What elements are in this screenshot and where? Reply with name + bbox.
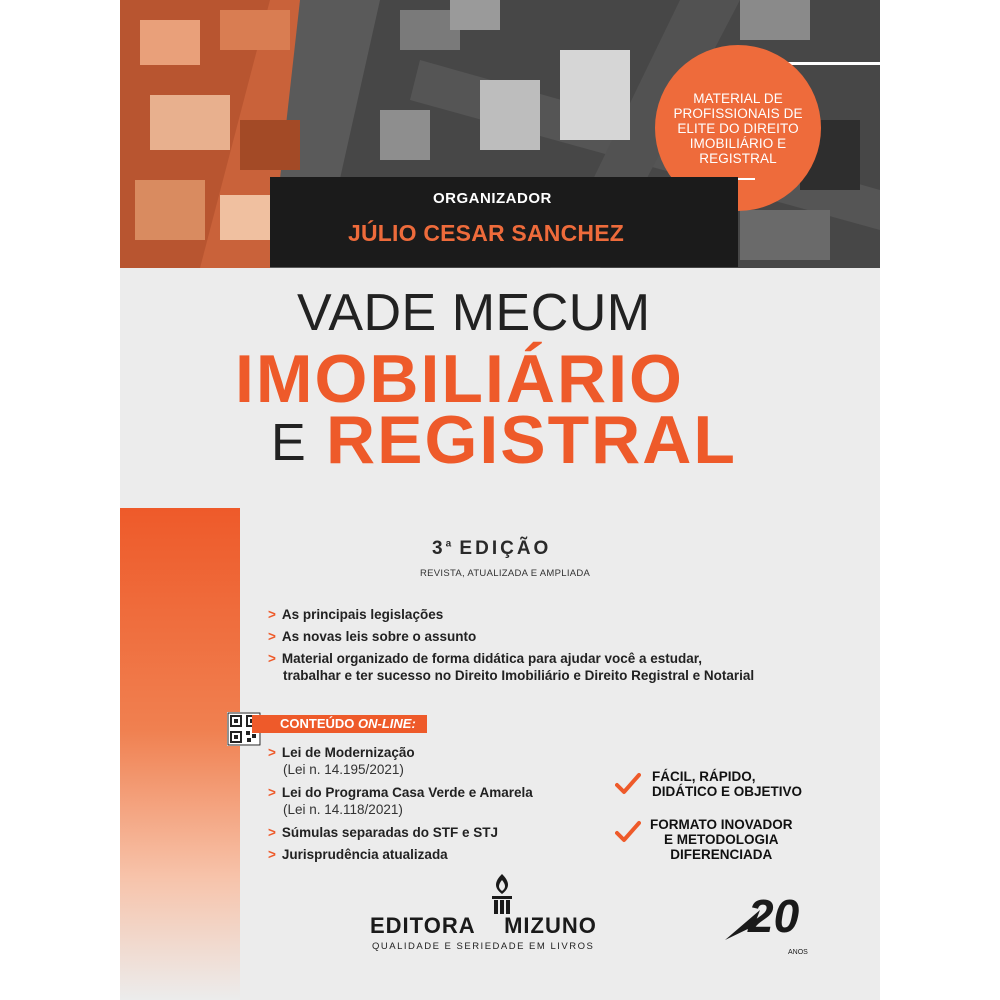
organizer-label: ORGANIZADOR: [433, 190, 552, 207]
list-item: > Material organizado de forma didática para ajudar você a estudar, trabalhar e ter sucesso no Direito Imobiliário e Direito Registral e Notarial: [268, 651, 755, 683]
list-item: > Súmulas separadas do STF e STJ: [268, 825, 498, 840]
checkmark-icon: [615, 772, 641, 796]
highlight-2: FORMATO INOVADOR E METODOLOGIA DIFERENCIADA: [650, 817, 793, 862]
chevron-right-icon: >: [268, 629, 276, 644]
list-item: > Lei de Modernização (Lei n. 14.195/2021): [268, 745, 415, 777]
edition-subtitle: REVISTA, ATUALIZADA E AMPLIADA: [420, 568, 591, 579]
anniversary-label: ANOS: [788, 949, 808, 956]
title-line-2: IMOBILIÁRIO: [235, 341, 684, 417]
anniversary-emblem: [720, 880, 830, 960]
list-item: > Lei do Programa Casa Verde e Amarela (Lei n. 14.118/2021): [268, 785, 533, 817]
organizer-panel: [270, 177, 738, 267]
orange-side-band: [120, 508, 240, 1000]
publisher-tagline: QUALIDADE E SERIEDADE EM LIVROS: [372, 941, 595, 952]
chevron-right-icon: >: [268, 785, 276, 800]
publisher-logo-icon: [480, 872, 524, 916]
publisher-name: EDITORA MIZUNO: [370, 913, 597, 938]
chevron-right-icon: >: [268, 745, 276, 760]
edition-heading: 3$^a$ EDIÇÃO: [432, 538, 552, 559]
list-item: > As novas leis sobre o assunto: [268, 629, 477, 644]
badge-text: MATERIAL DE PROFISSIONAIS DE ELITE DO DIREITO IMOBILIÁRIO E REGISTRAL: [673, 90, 803, 166]
anniversary-number: 20: [748, 890, 800, 942]
chevron-right-icon: >: [268, 847, 276, 862]
highlight-1: FÁCIL, RÁPIDO, DIDÁTICO E OBJETIVO: [652, 769, 803, 799]
list-item: > As principais legislações: [268, 607, 444, 622]
list-item: > Jurisprudência atualizada: [268, 847, 448, 862]
organizer-name: JÚLIO CESAR SANCHEZ: [348, 220, 624, 246]
title-line-1: VADE MECUM: [297, 284, 651, 342]
title-line-3: REGISTRAL: [326, 402, 737, 478]
chevron-right-icon: >: [268, 651, 276, 666]
book-cover: [120, 0, 880, 1000]
chevron-right-icon: >: [268, 825, 276, 840]
title-line-3-prefix: E: [271, 414, 306, 472]
checkmark-icon: [615, 820, 641, 844]
chevron-right-icon: >: [268, 607, 276, 622]
online-content-banner: [252, 715, 427, 733]
online-content-label: CONTEÚDO ON-LINE:: [280, 716, 416, 731]
